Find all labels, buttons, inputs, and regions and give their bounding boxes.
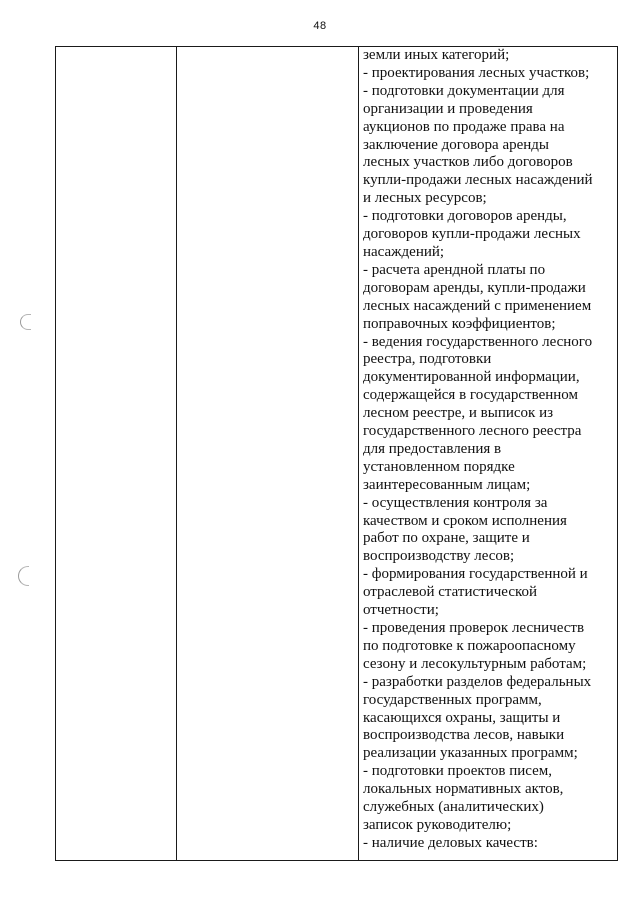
text-line: - подготовки документации для <box>363 82 565 99</box>
text-line: касающихся охраны, защиты и <box>363 709 561 726</box>
table-cell-second-column <box>177 47 359 861</box>
text-line: воспроизводства лесов, навыки <box>363 727 565 744</box>
table-cell-first-column <box>56 47 177 861</box>
text-line: реализации указанных программ; <box>363 745 578 762</box>
text-line: воспроизводству лесов; <box>363 548 515 565</box>
text-line: - проведения проверок лесничеств <box>363 620 585 636</box>
text-line: качеством и сроком исполнения <box>363 512 567 529</box>
text-line: локальных нормативных актов, <box>363 781 564 798</box>
text-line: государственного лесного реестра <box>363 423 582 440</box>
text-line: - формирования государственной и <box>363 566 588 583</box>
text-line: лесных насаждений с применением <box>363 297 592 314</box>
text-line: отраслевой статистической <box>363 584 538 601</box>
text-line: - проектирования лесных участков; <box>363 64 590 81</box>
text-line: договоров купли-продажи лесных <box>363 226 581 243</box>
text-line: по подготовке к пожароопасному <box>363 637 576 654</box>
text-line: работ по охране, защите и <box>363 530 530 547</box>
text-line: реестра, подготовки <box>363 351 492 368</box>
text-line: отчетности; <box>363 602 439 619</box>
text-line: и лесных ресурсов; <box>363 190 487 207</box>
text-line: - подготовки проектов писем, <box>363 763 553 780</box>
text-line: земли иных категорий; <box>363 47 510 63</box>
text-line: записок руководителю; <box>363 816 512 833</box>
text-line: купли-продажи лесных насаждений <box>363 172 593 189</box>
text-line: аукционов по продаже права на <box>363 118 565 135</box>
text-line: для предоставления в <box>363 440 502 457</box>
text-line: государственных программ, <box>363 691 542 708</box>
requirements-table <box>55 46 618 861</box>
binding-hole-mark <box>20 314 31 330</box>
table-cell-skills-text <box>359 47 618 861</box>
text-line: - осуществления контроля за <box>363 494 548 511</box>
text-line: договорам аренды, купли-продажи <box>363 279 586 296</box>
text-line: содержащейся в государственном <box>363 387 578 404</box>
text-line: поправочных коэффициентов; <box>363 315 556 332</box>
text-line: - расчета арендной платы по <box>363 261 546 278</box>
text-line: служебных (аналитических) <box>363 799 544 816</box>
text-line: установленном порядке <box>363 458 515 475</box>
text-line: лесном реестре, и выписок из <box>363 405 554 422</box>
text-line: насаждений; <box>363 243 445 260</box>
table-row <box>56 47 618 861</box>
text-line: - подготовки договоров аренды, <box>363 208 567 225</box>
text-line: заключение договора аренды <box>363 136 550 153</box>
text-line: лесных участков либо договоров <box>363 154 573 171</box>
text-line: заинтересованным лицам; <box>363 476 531 493</box>
text-line: - наличие деловых качеств: <box>363 834 538 851</box>
page-number: 48 <box>313 20 327 32</box>
text-line: - разработки разделов федеральных <box>363 673 592 690</box>
binding-hole-mark <box>18 566 29 586</box>
text-line: сезону и лесокультурным работам; <box>363 655 587 672</box>
text-line: документированной информации, <box>363 369 580 386</box>
text-line: организации и проведения <box>363 100 533 117</box>
text-line: - ведения государственного лесного <box>363 333 593 350</box>
